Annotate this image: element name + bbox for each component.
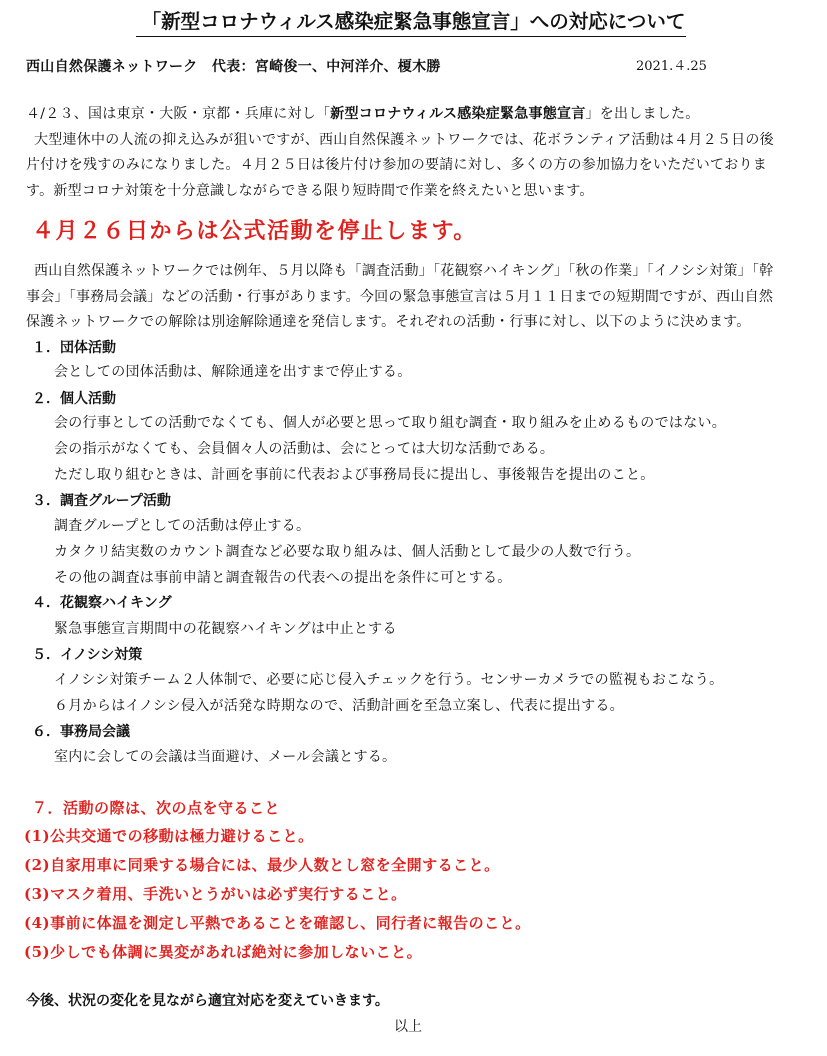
section-line: 室内に会しての会議は当面避け、メール会議とする。 (54, 749, 397, 765)
body-line-1: 西山自然保護ネットワークでは例年、５月以降も「調査活動」「花観察ハイキング」「秋の作業」「イノシシ対策」「幹 (34, 263, 774, 279)
headline: ４月２６日からは公式活動を停止します。 (32, 218, 477, 244)
section-heading: ３．調査グループ活動 (32, 493, 171, 509)
intro-paragraph (26, 102, 806, 205)
section-line: 会の行事としての活動でなくても、個人が必要と思って取り組む調査・取り組みを止めるものではない。 (54, 415, 727, 431)
intro-line-1 (26, 102, 806, 128)
end-mark: 以上 (394, 1019, 422, 1035)
rule-item: (1)公共交通での移動は極力避けること。 (24, 827, 314, 845)
intro-line-1-prefix: ４/２３、国は東京・大阪・京都・兵庫に対し「 (26, 106, 331, 122)
section-line: イノシシ対策チーム２人体制で、必要に応じ侵入チェックを行う。センサーカメラでの監視もおこなう。 (54, 672, 724, 688)
section-heading: ５．イノシシ対策 (32, 647, 143, 663)
section-heading: ４．花観察ハイキング (32, 595, 172, 611)
closing-statement: 今後、状況の変化を見ながら適宜対応を変えていきます。 (26, 993, 389, 1009)
document-title: 「新型コロナウィルス感染症緊急事態宣言」への対応について (141, 10, 686, 33)
organization-line: 西山自然保護ネットワーク 代表：宮崎俊一、中河洋介、榎木勝 (26, 59, 441, 75)
rule-item: (4)事前に体温を測定し平熱であることを確認し、同行者に報告のこと。 (24, 914, 531, 932)
body-line-3: 保護ネットワークでの解除は別途解除通達を発信します。それぞれの活動・行事に対し、以下のように決めます。 (26, 314, 751, 331)
intro-line-1-suffix: 」を出しました。 (585, 106, 700, 122)
section-line: ６月からはイノシシ侵入が活発な時期なので、活動計画を至急立案し、代表に提出する。 (54, 698, 624, 714)
section-line: 調査グループとしての活動は停止する。 (54, 518, 311, 534)
section-line: 緊急事態宣言期間中の花観察ハイキングは中止とする (54, 621, 397, 637)
section-line: ただし取り組むときは、計画を事前に代表および事務局長に提出し、事後報告を提出のこと。 (54, 467, 655, 483)
rules-heading: ７．活動の際は、次の点を守ること (32, 799, 281, 817)
intro-emphasis: 新型コロナウィルス感染症緊急事態宣言 (330, 106, 586, 122)
rule-item: (3)マスク着用、手洗いとうがいは必ず実行すること。 (24, 885, 407, 903)
body-line-2: 事会」「事務局会議」などの活動・行事があります。今回の緊急事態宣言は５月１１日までの短期間ですが、西山自然 (26, 288, 774, 305)
section-line: その他の調査は事前申請と調査報告の代表への提出を条件に可とする。 (54, 570, 512, 586)
section-heading: １．団体活動 (32, 340, 116, 356)
title-underline (136, 36, 686, 37)
rule-item: (5)少しでも体調に異変があれば絶対に参加しないこと。 (24, 943, 423, 961)
body-paragraph (26, 259, 806, 336)
section-line: カタクリ結実数のカウント調査など必要な取り組みは、個人活動として最少の人数で行う。 (54, 544, 641, 560)
section-line: 会としての団体活動は、解除通達を出すまで停止する。 (54, 364, 412, 380)
document-date: 2021.４.25 (636, 59, 707, 74)
section-heading: ６．事務局会議 (32, 724, 130, 740)
section-heading: ２．個人活動 (32, 391, 116, 407)
rule-item: (2)自家用車に同乗する場合には、最少人数とし窓を全開すること。 (24, 856, 500, 874)
intro-line-3: 片付けを残すのみになりました。４月２５日は後片付け参加の要請に対し、多くの方の参加協力をいただいておりま (26, 157, 767, 174)
intro-line-4: す。新型コロナ対策を十分意識しながらできる限り短時間で作業を終えたいと思います。 (26, 183, 594, 200)
section-line: 会の指示がなくても、会員個々人の活動は、会にとっては大切な活動である。 (54, 441, 555, 457)
intro-line-2: 大型連休中の人流の抑え込みが狙いですが、西山自然保護ネットワークでは、花ボランティア活動は４月２５日の後 (34, 131, 774, 148)
